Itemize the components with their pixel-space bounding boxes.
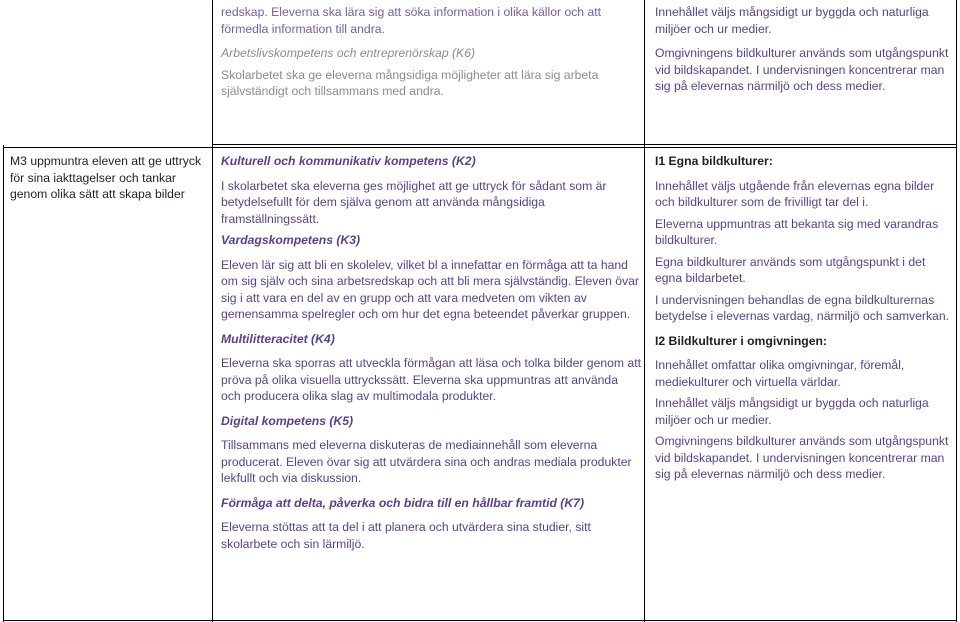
content-i1-title: I1 Egna bildkulturer: [655,154,773,168]
competence-k2-title: Kulturell och kommunikativ kompetens (K2) [221,154,476,168]
content-i2-para: Innehållet väljs mångsidigt ur byggda och naturliga miljöer och ur medier. [655,396,929,427]
competence-k7-title: Förmåga att delta, påverka och bidra till en hållbar framtid (K7) [221,495,585,510]
table-row-top-border-lower [3,147,957,148]
k6-text: Skolarbetet ska ge eleverna mångsidiga möjligheter att lära sig arbeta självständigt och tillsammans med andra. [221,67,599,98]
competence-k4-title: Multilitteracitet (K4) [221,331,335,346]
competence-k5-title: Digital kompetens (K5) [221,413,354,428]
content-i1-para: I undervisningen behandlas de egna bildkulturernas betydelse i elevernas vardag, närmiljö och samverkan. [655,292,949,323]
content-i1-para: Egna bildkulturer används som utgångspunkt i det egna bildarbetet. [655,254,926,285]
top-middle-cell [221,4,639,100]
content-i1-para: Eleverna uppmuntras att bekanta sig med varandras bildkulturer. [655,216,939,247]
content-cell [655,153,953,483]
k6-title: Arbetslivskompetens och entreprenörskap (K6) [221,46,476,60]
competence-k5-text: Tillsammans med eleverna diskuteras de mediainnehåll som eleverna producerat. Eleven övar sig att utvärdera sina och andras mediala produkter lekfullt och via diskussion. [221,438,632,485]
competences-cell [221,153,641,552]
goal-m3-text: M3 uppmuntra eleven att ge uttryck för sina iakttagelser och tankar genom olika sätt att skapa bilder [10,154,202,201]
top-middle-intro-text: redskap. Eleverna ska lära sig att söka information i olika källor och att förmedla information till andra. [221,5,602,36]
goal-cell [10,153,208,203]
content-i2-title: I2 Bildkulturer i omgivningen: [655,333,827,348]
table-border-col1 [212,0,213,622]
table-row-top-border-upper [212,144,957,145]
content-i2-para: Omgivningens bildkulturer används som utgångspunkt vid bildskapandet. I undervisningen koncentrerar man sig på elevernas närmiljö och dess medier. [655,434,949,481]
table-border-bottom [3,620,957,621]
content-i1-para: Innehållet väljs utgående från elevernas egna bilder och bildkulturer som de frivilligt tar del i. [655,178,935,209]
table-border-right [956,0,957,622]
competence-k2-text: I skolarbetet ska eleverna ges möjlighet att ge uttryck för sådant som är betydelsefullt för dem själva genom att använda mångsidiga framställningssätt. [221,178,607,226]
competence-k3-text: Eleven lär sig att bli en skolelev, vilket bl a innefattar en förmåga att ta hand om sig själv och sina arbetsredskap och att bli mera självständig. Eleven övar sig i att vara en del av en grupp och att vara medveten om vikten av gemensamma spelregler och om hur det egna beteendet påverkar gruppen. [221,257,639,321]
competence-k3-title: Vardagskompetens (K3) [221,233,361,247]
content-i2-para: Innehållet omfattar olika omgivningar, föremål, mediekulturer och virtuella världar. [655,358,905,389]
top-right-para-2: Omgivningens bildkulturer används som utgångspunkt vid bildskapandet. I undervisningen koncentrerar man sig på elevernas närmiljö och dess medier. [655,46,949,93]
top-right-para-1: Innehållet väljs mångsidigt ur byggda och naturliga miljöer och ur medier. [655,5,929,36]
top-right-cell [655,4,951,95]
competence-k4-text: Eleverna ska sporras att utveckla förmågan att läsa och tolka bilder genom att pröva på olika visuella uttryckssätt. Eleverna ska uppmuntras att använda och producera olika slag av multimodala produkter. [221,356,642,403]
table-border-col2 [644,0,645,622]
table-border-left [3,145,4,622]
competence-k7-text: Eleverna stöttas att ta del i att planera och utvärdera sina studier, sitt skolarbete och sin lärmiljö. [221,520,591,551]
